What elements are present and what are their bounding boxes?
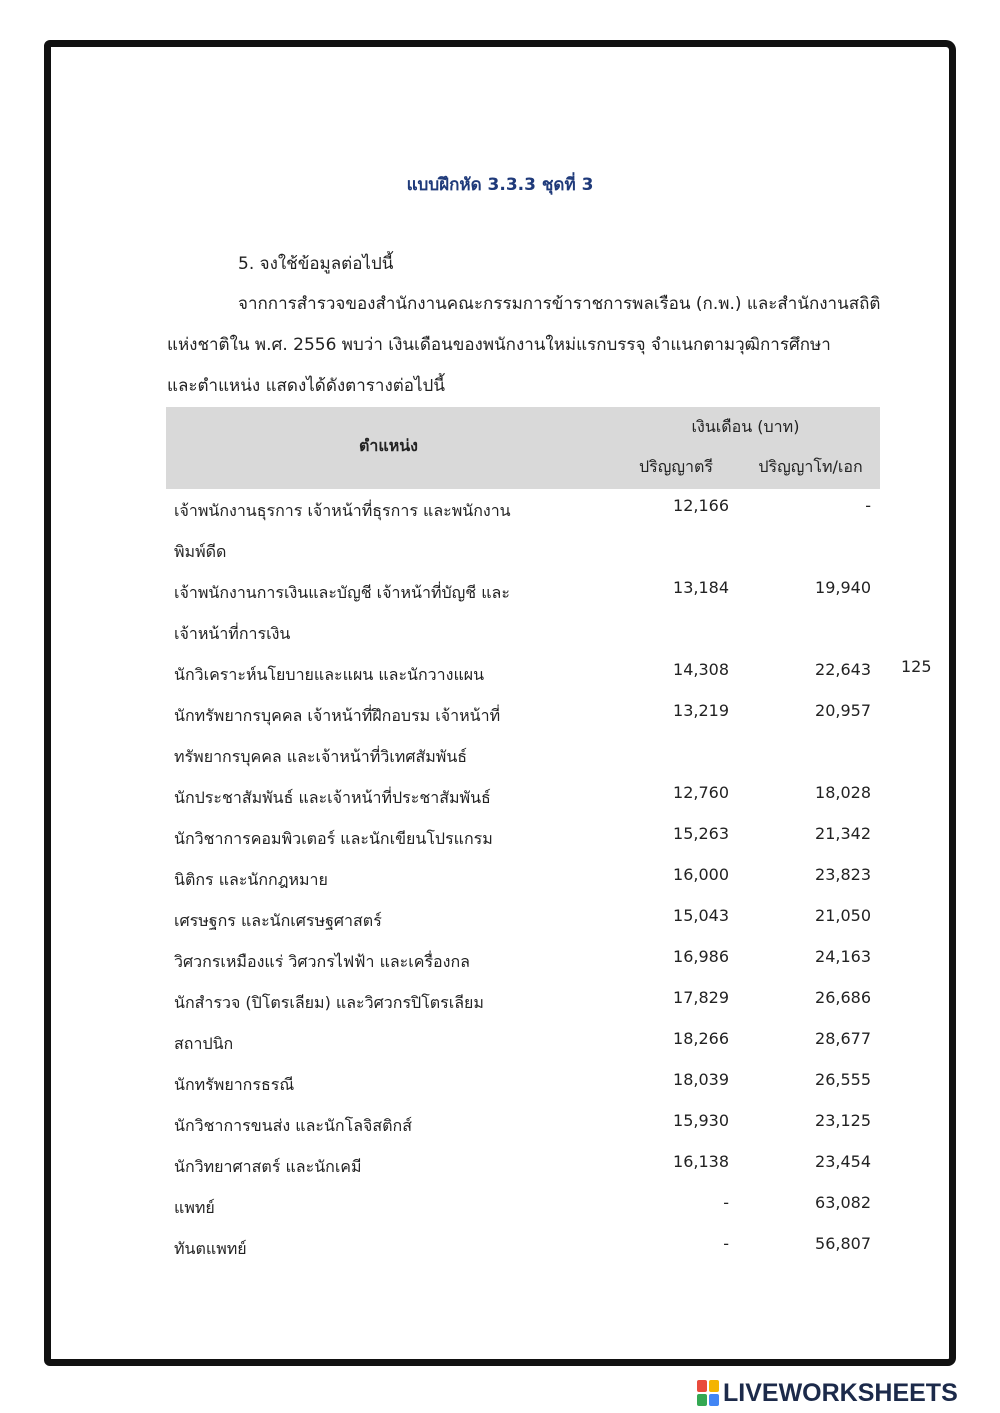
cell-master-salary: 26,686 bbox=[815, 988, 871, 1007]
table-row bbox=[166, 1023, 880, 1064]
table-header bbox=[166, 407, 880, 489]
cell-master-salary: 56,807 bbox=[815, 1234, 871, 1253]
cell-position bbox=[174, 1023, 594, 1064]
table-row bbox=[166, 1228, 880, 1269]
cell-bachelor-salary: - bbox=[723, 1193, 729, 1212]
question-text-line: และตำแหน่ง แสดงได้ดังตารางต่อไปนี้ bbox=[167, 376, 445, 396]
cell-position bbox=[174, 982, 594, 1023]
cell-master-salary: 63,082 bbox=[815, 1193, 871, 1212]
cell-bachelor-salary: 17,829 bbox=[673, 988, 729, 1007]
cell-bachelor-salary: 18,039 bbox=[673, 1070, 729, 1089]
cell-master-salary: 20,957 bbox=[815, 701, 871, 720]
cell-master-salary: 22,643 bbox=[815, 660, 871, 679]
liveworksheets-icon bbox=[697, 1380, 719, 1406]
table-row bbox=[166, 777, 880, 818]
position-line: นักทรัพยากรบุคคล เจ้าหน้าที่ฝึกอบรม เจ้าหน้าที่ bbox=[174, 706, 501, 725]
table-row bbox=[166, 818, 880, 859]
cell-position bbox=[174, 1064, 594, 1105]
cell-position bbox=[174, 1228, 594, 1269]
cell-position bbox=[174, 695, 594, 777]
cell-position bbox=[174, 941, 594, 982]
cell-master-salary: 18,028 bbox=[815, 783, 871, 802]
liveworksheets-logo bbox=[697, 1378, 958, 1408]
table-row bbox=[166, 859, 880, 900]
cell-master-salary: 21,050 bbox=[815, 906, 871, 925]
position-line: ทันตแพทย์ bbox=[174, 1239, 247, 1258]
brand-name: LIVEWORKSHEETS bbox=[723, 1378, 958, 1407]
cell-master-salary: - bbox=[865, 496, 871, 515]
position-line: นักวิทยาศาสตร์ และนักเคมี bbox=[174, 1157, 362, 1176]
cell-bachelor-salary: 15,930 bbox=[673, 1111, 729, 1130]
cell-bachelor-salary: 13,219 bbox=[673, 701, 729, 720]
cell-position bbox=[174, 490, 594, 572]
table-row bbox=[166, 941, 880, 982]
worksheet-title: แบบฝึกหัด 3.3.3 ชุดที่ 3 bbox=[406, 175, 594, 195]
position-line: นักวิชาการคอมพิวเตอร์ และนักเขียนโปรแกรม bbox=[174, 829, 493, 848]
position-line: ทรัพยากรบุคคล และเจ้าหน้าที่วิเทศสัมพันธ์ bbox=[174, 747, 468, 766]
cell-bachelor-salary: - bbox=[723, 1234, 729, 1253]
table-row bbox=[166, 490, 880, 572]
table-row bbox=[166, 572, 880, 654]
table-row bbox=[166, 1064, 880, 1105]
table-row bbox=[166, 982, 880, 1023]
position-line: เจ้าพนักงานการเงินและบัญชี เจ้าหน้าที่บัญชี และ bbox=[174, 583, 510, 602]
cell-position bbox=[174, 1146, 594, 1187]
cell-master-salary: 28,677 bbox=[815, 1029, 871, 1048]
header-salary: เงินเดือน (บาท) bbox=[691, 417, 800, 436]
cell-master-salary: 26,555 bbox=[815, 1070, 871, 1089]
header-bachelor: ปริญญาตรี bbox=[639, 457, 713, 476]
position-line: พิมพ์ดีด bbox=[174, 542, 227, 561]
position-line: นักวิเคราะห์นโยบายและแผน และนักวางแผน bbox=[174, 665, 485, 684]
question-number-line: 5. จงใช้ข้อมูลต่อไปนี้ bbox=[238, 254, 394, 274]
position-line: นักประชาสัมพันธ์ และเจ้าหน้าที่ประชาสัมพันธ์ bbox=[174, 788, 491, 807]
cell-position bbox=[174, 818, 594, 859]
cell-master-salary: 19,940 bbox=[815, 578, 871, 597]
cell-position bbox=[174, 900, 594, 941]
table-row bbox=[166, 900, 880, 941]
position-line: เจ้าพนักงานธุรการ เจ้าหน้าที่ธุรการ และพนักงาน bbox=[174, 501, 511, 520]
cell-bachelor-salary: 16,000 bbox=[673, 865, 729, 884]
position-line: นักวิชาการขนส่ง และนักโลจิสติกส์ bbox=[174, 1116, 412, 1135]
cell-position bbox=[174, 572, 594, 654]
header-master: ปริญญาโท/เอก bbox=[758, 457, 863, 476]
cell-bachelor-salary: 16,138 bbox=[673, 1152, 729, 1171]
cell-position bbox=[174, 654, 594, 695]
cell-position bbox=[174, 1105, 594, 1146]
cell-master-salary: 23,823 bbox=[815, 865, 871, 884]
table-row bbox=[166, 1187, 880, 1228]
table-row bbox=[166, 1105, 880, 1146]
cell-bachelor-salary: 18,266 bbox=[673, 1029, 729, 1048]
cell-master-salary: 24,163 bbox=[815, 947, 871, 966]
cell-master-salary: 23,454 bbox=[815, 1152, 871, 1171]
salary-table-body bbox=[166, 490, 880, 1269]
cell-position bbox=[174, 859, 594, 900]
table-row bbox=[166, 1146, 880, 1187]
table-row bbox=[166, 654, 880, 695]
page-number: 125 bbox=[901, 657, 932, 676]
cell-bachelor-salary: 13,184 bbox=[673, 578, 729, 597]
position-line: แพทย์ bbox=[174, 1198, 215, 1217]
cell-position bbox=[174, 1187, 594, 1228]
position-line: นักทรัพยากรธรณี bbox=[174, 1075, 295, 1094]
question-text-line: แห่งชาติใน พ.ศ. 2556 พบว่า เงินเดือนของพนักงานใหม่แรกบรรจุ จำแนกตามวุฒิการศึกษา bbox=[167, 335, 831, 355]
position-line: นิติกร และนักกฎหมาย bbox=[174, 870, 328, 889]
position-line: นักสำรวจ (ปิโตรเลียม) และวิศวกรปิโตรเลียม bbox=[174, 993, 484, 1012]
cell-bachelor-salary: 14,308 bbox=[673, 660, 729, 679]
position-line: วิศวกรเหมืองแร่ วิศวกรไฟฟ้า และเครื่องกล bbox=[174, 952, 470, 971]
position-line: เจ้าหน้าที่การเงิน bbox=[174, 624, 291, 643]
cell-master-salary: 23,125 bbox=[815, 1111, 871, 1130]
header-position: ตำแหน่ง bbox=[359, 436, 418, 455]
cell-position bbox=[174, 777, 594, 818]
cell-master-salary: 21,342 bbox=[815, 824, 871, 843]
question-text-line: จากการสำรวจของสำนักงานคณะกรรมการข้าราชการพลเรือน (ก.พ.) และสำนักงานสถิติ bbox=[238, 294, 881, 314]
cell-bachelor-salary: 12,166 bbox=[673, 496, 729, 515]
cell-bachelor-salary: 15,263 bbox=[673, 824, 729, 843]
cell-bachelor-salary: 15,043 bbox=[673, 906, 729, 925]
cell-bachelor-salary: 12,760 bbox=[673, 783, 729, 802]
table-row bbox=[166, 695, 880, 777]
position-line: สถาปนิก bbox=[174, 1034, 234, 1053]
position-line: เศรษฐกร และนักเศรษฐศาสตร์ bbox=[174, 911, 382, 930]
cell-bachelor-salary: 16,986 bbox=[673, 947, 729, 966]
